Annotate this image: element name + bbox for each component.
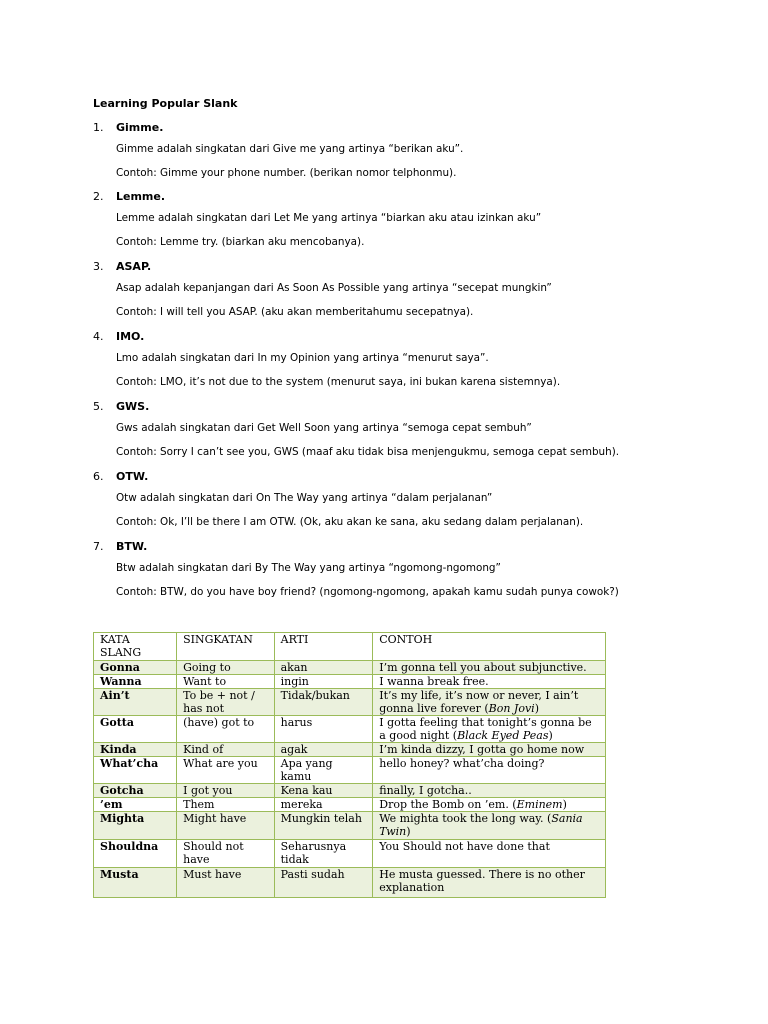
list-item-term: GWS bbox=[116, 400, 146, 413]
cell-kata-slang: ’em bbox=[94, 798, 177, 812]
list-item-term: IMO bbox=[116, 330, 141, 343]
list-item-heading bbox=[93, 121, 163, 134]
table-row bbox=[94, 784, 606, 798]
list-item-number: 2. bbox=[93, 190, 104, 203]
cell-arti: agak bbox=[274, 743, 373, 757]
cell-singkatan: Might have bbox=[177, 812, 275, 840]
list-item-heading bbox=[93, 400, 149, 413]
artist-name: Black Eyed Peas bbox=[457, 729, 549, 742]
cell-kata-slang: Wanna bbox=[94, 675, 177, 689]
list-item-period: . bbox=[143, 540, 148, 553]
list-item-heading bbox=[93, 190, 165, 203]
table-row bbox=[94, 812, 606, 840]
cell-contoh bbox=[373, 757, 606, 784]
cell-contoh bbox=[373, 784, 606, 798]
list-item-number: 5. bbox=[93, 400, 104, 413]
cell-arti: harus bbox=[274, 716, 373, 743]
list-item-heading bbox=[93, 260, 151, 273]
list-item-description: Otw adalah singkatan dari On The Way yang artinya “dalam perjalanan” bbox=[116, 492, 493, 504]
list-item-description: Lmo adalah singkatan dari In my Opinion yang artinya “menurut saya”. bbox=[116, 352, 489, 364]
cell-contoh bbox=[373, 661, 606, 675]
cell-singkatan: What are you bbox=[177, 757, 275, 784]
list-item-description: Asap adalah kepanjangan dari As Soon As Possible yang artinya “secepat mungkin” bbox=[116, 282, 552, 294]
cell-kata-slang: What’cha bbox=[94, 757, 177, 784]
list-item-example: Contoh: LMO, it’s not due to the system (menurut saya, ini bukan karena sistemnya). bbox=[116, 376, 561, 388]
cell-arti: akan bbox=[274, 661, 373, 675]
cell-kata-slang: Shouldna bbox=[94, 840, 177, 868]
cell-contoh bbox=[373, 675, 606, 689]
table-row bbox=[94, 757, 606, 784]
table-row bbox=[94, 661, 606, 675]
cell-kata-slang: Kinda bbox=[94, 743, 177, 757]
cell-singkatan: Kind of bbox=[177, 743, 275, 757]
list-item-term: Gimme bbox=[116, 121, 160, 134]
cell-kata-slang: Gotta bbox=[94, 716, 177, 743]
example-text: Drop the Bomb on ’em. ( bbox=[379, 798, 517, 811]
header-kata-slang: KATA SLANG bbox=[94, 633, 177, 661]
cell-kata-slang: Gotcha bbox=[94, 784, 177, 798]
example-text: It’s my life, it’s now or never, I ain’t gonna live forever ( bbox=[379, 689, 579, 715]
list-item-heading bbox=[93, 540, 147, 553]
table-row bbox=[94, 716, 606, 743]
list-item-number: 7. bbox=[93, 540, 104, 553]
cell-contoh bbox=[373, 798, 606, 812]
list-item-heading bbox=[93, 470, 148, 483]
list-item-period: . bbox=[140, 330, 145, 343]
cell-singkatan: I got you bbox=[177, 784, 275, 798]
list-item-example: Contoh: Lemme try. (biarkan aku mencobanya). bbox=[116, 236, 365, 248]
example-text: I’m kinda dizzy, I gotta go home now bbox=[379, 743, 585, 756]
list-item-term: BTW bbox=[116, 540, 144, 553]
list-item-period: . bbox=[145, 400, 150, 413]
artist-name: Sania Twin bbox=[379, 812, 583, 838]
cell-singkatan: Must have bbox=[177, 868, 275, 898]
table-row bbox=[94, 840, 606, 868]
cell-singkatan: (have) got to bbox=[177, 716, 275, 743]
example-suffix: ) bbox=[534, 702, 539, 715]
cell-arti: mereka bbox=[274, 798, 373, 812]
list-item-period: . bbox=[147, 260, 152, 273]
list-item-description: Gimme adalah singkatan dari Give me yang artinya “berikan aku”. bbox=[116, 143, 464, 155]
cell-contoh bbox=[373, 716, 606, 743]
table-row bbox=[94, 689, 606, 716]
cell-arti: Mungkin telah bbox=[274, 812, 373, 840]
list-item-example: Contoh: I will tell you ASAP. (aku akan memberitahumu secepatnya). bbox=[116, 306, 474, 318]
list-item-period: . bbox=[160, 190, 166, 203]
cell-singkatan: Them bbox=[177, 798, 275, 812]
example-text: I gotta feeling that tonight’s gonna be a good night ( bbox=[379, 716, 592, 742]
list-item-number: 6. bbox=[93, 470, 104, 483]
list-item-description: Btw adalah singkatan dari By The Way yang artinya “ngomong-ngomong” bbox=[116, 562, 501, 574]
table-row bbox=[94, 798, 606, 812]
cell-contoh bbox=[373, 743, 606, 757]
example-text: You Should not have done that bbox=[379, 840, 550, 853]
list-item-number: 4. bbox=[93, 330, 104, 343]
example-text: hello honey? what’cha doing? bbox=[379, 757, 545, 770]
cell-kata-slang: Ain’t bbox=[94, 689, 177, 716]
example-text: I’m gonna tell you about subjunctive. bbox=[379, 661, 587, 674]
document-title: Learning Popular Slank bbox=[93, 97, 238, 110]
cell-singkatan: Should not have bbox=[177, 840, 275, 868]
slang-table bbox=[93, 632, 606, 898]
cell-arti: Tidak/bukan bbox=[274, 689, 373, 716]
cell-singkatan: Going to bbox=[177, 661, 275, 675]
list-item-term: OTW bbox=[116, 470, 145, 483]
example-suffix: ) bbox=[406, 825, 411, 838]
example-suffix: ) bbox=[548, 729, 553, 742]
list-item-heading bbox=[93, 330, 144, 343]
example-text: I wanna break free. bbox=[379, 675, 489, 688]
list-item-term: ASAP bbox=[116, 260, 147, 273]
table-row bbox=[94, 868, 606, 898]
list-item-example: Contoh: Ok, I’ll be there I am OTW. (Ok, aku akan ke sana, aku sedang dalam perjalanan). bbox=[116, 516, 584, 528]
artist-name: Eminem bbox=[516, 798, 563, 811]
cell-kata-slang: Musta bbox=[94, 868, 177, 898]
artist-name: Bon Jovi bbox=[488, 702, 535, 715]
example-suffix: ) bbox=[562, 798, 567, 811]
list-item-number: 3. bbox=[93, 260, 104, 273]
list-item-description: Gws adalah singkatan dari Get Well Soon yang artinya “semoga cepat sembuh” bbox=[116, 422, 532, 434]
example-text: finally, I gotcha.. bbox=[379, 784, 472, 797]
table-header-row bbox=[94, 633, 606, 661]
list-item-example: Contoh: Sorry I can’t see you, GWS (maaf aku tidak bisa menjengukmu, semoga cepat sembuh). bbox=[116, 446, 620, 458]
cell-singkatan: To be + not / has not bbox=[177, 689, 275, 716]
cell-arti: Pasti sudah bbox=[274, 868, 373, 898]
cell-kata-slang: Mighta bbox=[94, 812, 177, 840]
list-item-period: . bbox=[159, 121, 164, 134]
cell-arti: Apa yang kamu bbox=[274, 757, 373, 784]
list-item-example: Contoh: BTW, do you have boy friend? (ngomong-ngomong, apakah kamu sudah punya cowok?) bbox=[116, 586, 619, 598]
header-arti: ARTI bbox=[274, 633, 373, 661]
example-text: We mighta took the long way. ( bbox=[379, 812, 552, 825]
cell-contoh bbox=[373, 689, 606, 716]
list-item-term: Lemme bbox=[116, 190, 161, 203]
cell-arti: Kena kau bbox=[274, 784, 373, 798]
cell-arti: ingin bbox=[274, 675, 373, 689]
list-item-number: 1. bbox=[93, 121, 104, 134]
cell-kata-slang: Gonna bbox=[94, 661, 177, 675]
example-text: He musta guessed. There is no other explanation bbox=[379, 868, 585, 894]
table-row bbox=[94, 743, 606, 757]
list-item-period: . bbox=[144, 470, 149, 483]
table-row bbox=[94, 675, 606, 689]
header-singkatan: SINGKATAN bbox=[177, 633, 275, 661]
cell-contoh bbox=[373, 840, 606, 868]
list-item-description: Lemme adalah singkatan dari Let Me yang artinya “biarkan aku atau izinkan aku” bbox=[116, 212, 542, 224]
cell-contoh bbox=[373, 812, 606, 840]
header-contoh: CONTOH bbox=[373, 633, 606, 661]
cell-singkatan: Want to bbox=[177, 675, 275, 689]
list-item-example: Contoh: Gimme your phone number. (berikan nomor telphonmu). bbox=[116, 167, 457, 179]
cell-contoh bbox=[373, 868, 606, 898]
cell-arti: Seharusnya tidak bbox=[274, 840, 373, 868]
